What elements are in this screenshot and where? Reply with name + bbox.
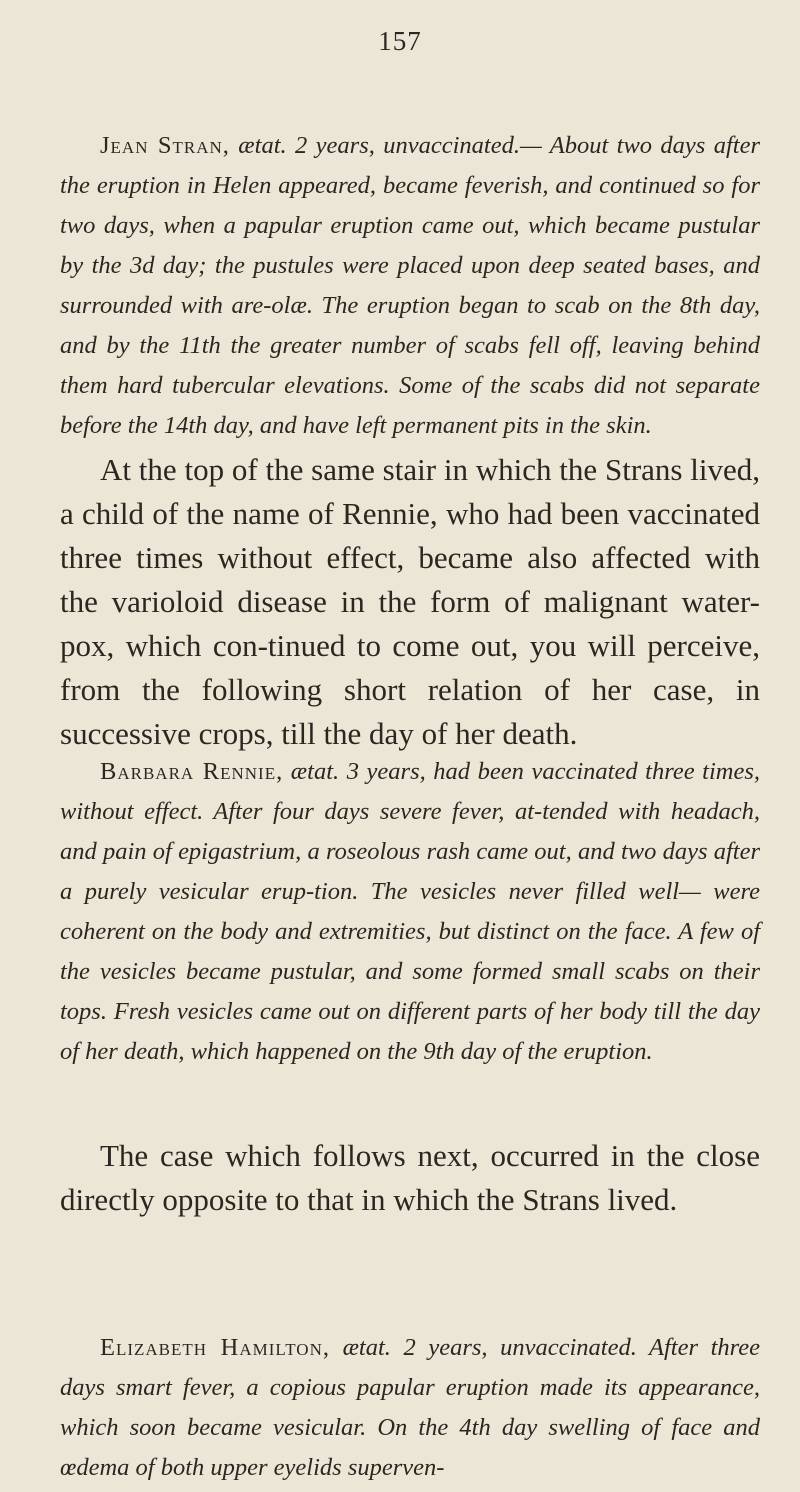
case-paragraph-jean-stran xyxy=(60,126,760,446)
patient-name: Barbara Rennie, xyxy=(100,758,284,785)
case-paragraph-barbara-rennie xyxy=(60,752,760,1072)
narrative-paragraph-rennie xyxy=(60,448,760,756)
narrative-paragraph-next-case xyxy=(60,1134,760,1222)
narrative-text: At the top of the same stair in which the Strans lived, a child of the name of Rennie, who had been vaccinated three times without effect, became also affected with the varioloid disease in the form of malignant water-pox, which con-tinued to come out, you will perceive, from the following short relation of her case, in successive crops, till the day of her death. xyxy=(60,452,760,751)
page-number: 157 xyxy=(378,26,422,56)
case-text: ætat. 2 years, unvaccinated. After three days smart fever, a copious papular eruption made its appearance, which soon became vesicular. On the 4th day swelling of face and œdema of both upper eyelids superven- xyxy=(60,1334,761,1481)
case-text: ætat. 3 years, had been vaccinated three times, without effect. After four days severe fever, at-tended with headach, and pain of epigastrium, a roseolous rash came out, and two days after a purely vesicular erup-tion. The vesicles never filled well— were coherent on the body and extremities, but distinct on the face. A few of the vesicles became pustular, and some formed small scabs on their tops. Fresh vesicles came out on different parts of her body till the day of her death, which happened on the 9th day of the eruption. xyxy=(60,758,760,1065)
patient-name: Jean Stran, xyxy=(100,132,230,159)
narrative-text: The case which follows next, occurred in the close directly opposite to that in which the Strans lived. xyxy=(60,1138,760,1217)
patient-name: Elizabeth Hamilton, xyxy=(100,1334,330,1361)
case-paragraph-elizabeth-hamilton xyxy=(60,1328,760,1488)
case-text: ætat. 2 years, unvaccinated.— About two days after the eruption in Helen appeared, became feverish, and continued so for two days, when a papular eruption came out, which became pustular by the 3d day; the pustules were placed upon deep seated bases, and surrounded with are-olæ. The eruption began to scab on the 8th day, and by the 11th the greater number of scabs fell off, leaving behind them hard tubercular elevations. Some of the scabs did not separate before the 14th day, and have left permanent pits in the skin. xyxy=(60,132,761,439)
